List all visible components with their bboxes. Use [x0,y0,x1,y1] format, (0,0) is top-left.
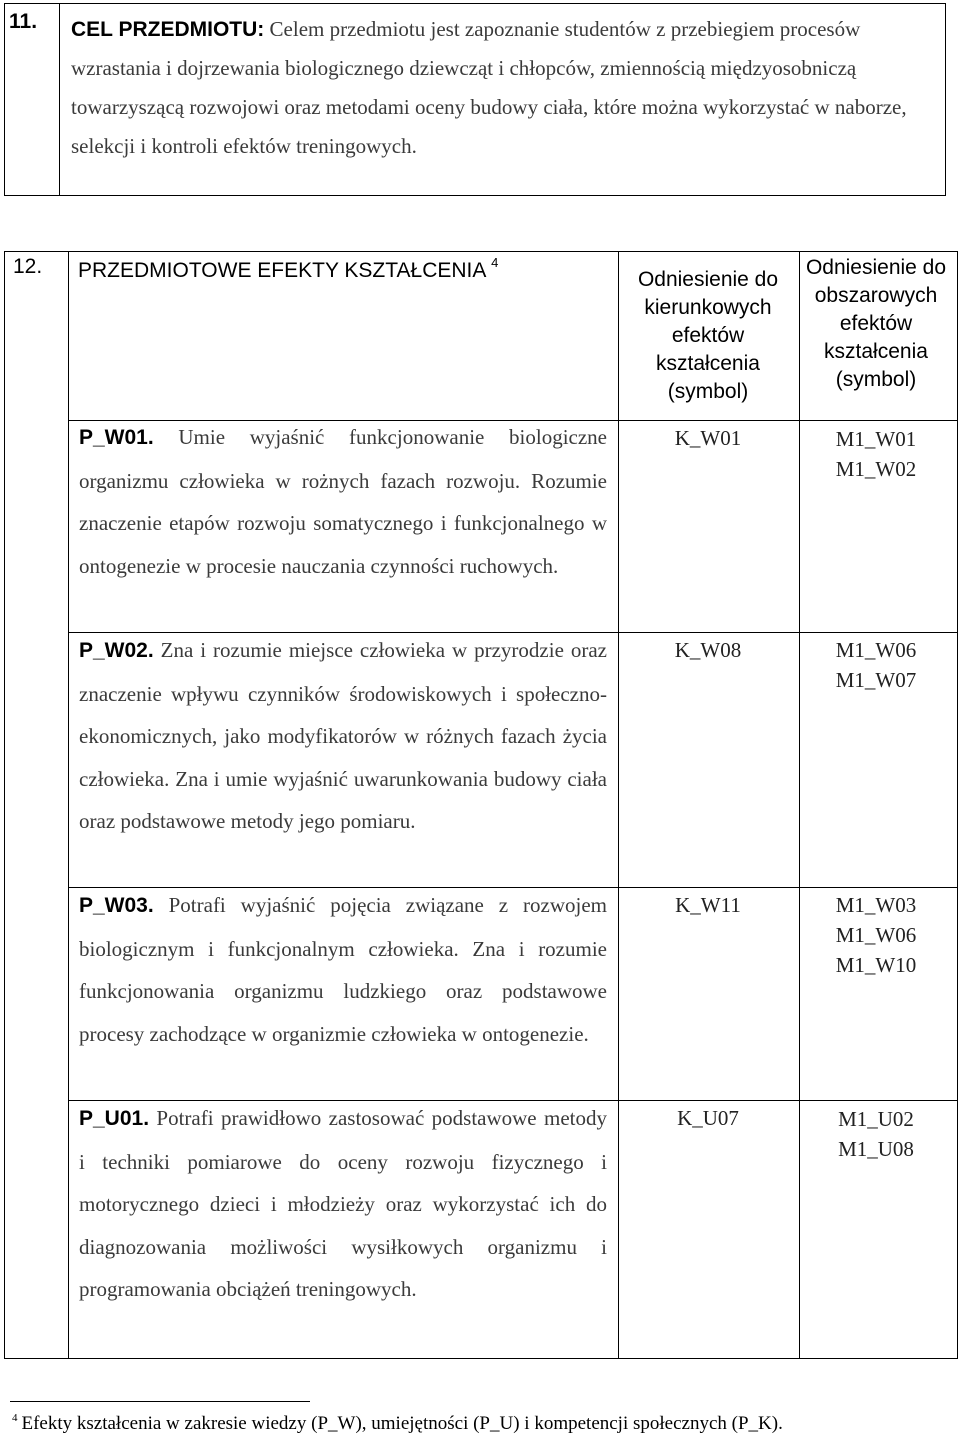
outcome-row-p-w03 [79,884,607,1055]
obszarowe-symbol: M1_W07 [835,668,917,692]
outcome-code: P_W02. [79,639,154,662]
section-12-title-text: PRZEDMIOTOWE EFEKTY KSZTAŁCENIA [78,259,486,282]
section-11-goal-box [4,3,946,196]
outcome-text: Potrafi wyjaśnić pojęcia związane z rozwojem biologicznym i funkcjonalnym człowieka. Zna i rozumie funkcjonowania organizmu ludzkiego oraz podstawowe procesy zachodzące w organizmie człowieka w ontogenezie. [79,893,607,1046]
obszarowe-symbol: M1_W03 [835,893,917,917]
obszarowe-symbols [800,890,952,980]
outcome-row-p-w01 [79,416,607,587]
footnote-separator [10,1401,310,1402]
obszarowe-symbols [800,635,952,695]
section-11-number: 11. [5,4,60,195]
obszarowe-symbol: M1_W01 [835,427,917,451]
obszarowe-symbol: M1_W06 [835,638,917,662]
kierunkowe-symbol: K_W08 [674,638,742,662]
obszarowe-symbols [800,424,952,484]
footnote-text: Efekty kształcenia w zakresie wiedzy (P_W), umiejętności (P_U) i kompetencji społecznych (P_K). [21,1413,783,1434]
outcome-code: P_W01. [79,426,154,449]
table-divider-third [799,251,800,1359]
footnote-number: 4 [12,1412,18,1424]
kierunkowe-symbol: K_U07 [677,1106,739,1130]
header-obszarowe: Odniesienie do obszarowych efektów kształcenia (symbol) [805,256,947,391]
outcome-text: Potrafi prawidłowo zastosować podstawowe metody i techniki pomiarowe do oceny rozwoju fizycznego i motorycznego dzieci i młodzieży oraz wykorzystać ich do diagnozowania możliwości wysiłkowych organizmu i programowania obciążeń treningowych. [79,1106,607,1301]
footnote-ref: 4 [491,255,499,270]
outcome-code: P_U01. [79,1107,150,1130]
obszarowe-symbol: M1_U02 [838,1107,914,1131]
obszarowe-symbol: M1_W06 [835,923,917,947]
outcome-text: Umie wyjaśnić funkcjonowanie biologiczne organizmu człowieka w rożnych fazach rozwoju. Rozumie znaczenie etapów rozwoju somatycznego i funkcjonalnego w ontogenezie w procesie nauczania czynności ruchowych. [79,425,607,578]
table-divider-first [68,251,69,1359]
section-12-number: 12. [13,255,43,278]
obszarowe-symbols [800,1104,952,1164]
outcome-code: P_W03. [79,894,154,917]
kierunkowe-symbol: K_W01 [674,426,742,450]
outcome-row-p-u01 [79,1097,607,1311]
section-12-title [78,255,498,283]
table-divider-second [618,251,619,1359]
obszarowe-symbol: M1_W10 [835,953,917,977]
course-goal-paragraph [71,10,937,166]
outcome-row-p-w02 [79,629,607,843]
footnote [12,1412,783,1435]
kierunkowe-symbol: K_W11 [675,893,741,917]
obszarowe-symbol: M1_W02 [835,457,917,481]
obszarowe-symbol: M1_U08 [838,1137,914,1161]
header-kierunkowe: Odniesienie do kierunkowych efektów kształcenia (symbol) [637,268,779,403]
outcome-text: Zna i rozumie miejsce człowieka w przyrodzie oraz znaczenie wpływu czynników środowiskowych i społeczno-ekonomicznych, jako modyfikatorów w różnych fazach życia człowieka. Zna i umie wyjaśnić uwarunkowania budowy ciała oraz podstawowe metody jego pomiaru. [79,638,607,833]
course-goal-text: Celem przedmiotu jest zapoznanie studentów z przebiegiem procesów wzrastania i dojrzewania biologicznego dziewcząt i chłopców, zmiennością międzyosobniczą towarzyszącą rozwojowi oraz metodami oceny budowy ciała, które można wykorzystać w naborze, selekcji i kontroli efektów treningowych. [71,17,907,158]
course-goal-label: CEL PRZEDMIOTU: [71,18,265,41]
